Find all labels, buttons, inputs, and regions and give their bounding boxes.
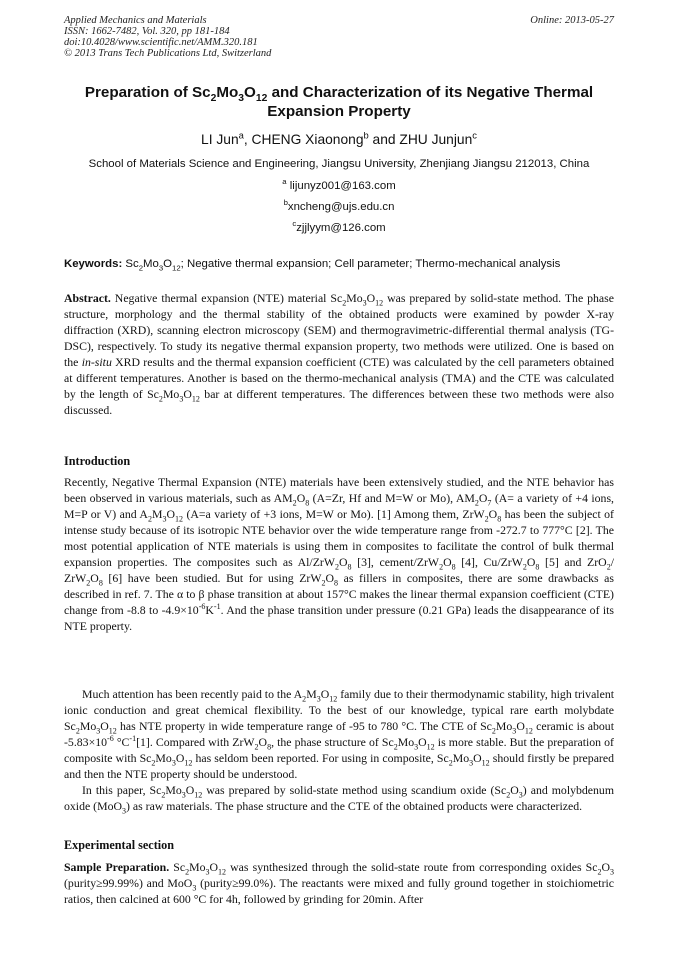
paper-title: Preparation of $Sc_2Mo_3O_{12}$ and Characterization of its Negative Thermal Expansion Property — [84, 84, 594, 120]
email-b[interactable]: $^b$xncheng@ujs.edu.cn — [283, 198, 395, 213]
intro-paragraph-1: Recently, Negative Thermal Expansion (NTE) materials have been extensively studied, and the NTE behavior has been observed in various materials, such as $AM_2O_8$ (A=Zr, Hf and M=W or Mo), $AM_2O_7$ (A= a variety of +4 ions, M=P or V) and $A_2M_3O_{12}$ (A=a variety of +3 ions, M=W or Mo). [1] Among them, $ZrW_2O_8$ has been the subject of intense study because of its isotropic NTE behavior over the wide temperature range from -272.7 to 777°C [2]. The most potential application of NTE materials is using them in composites to facilitate the control of bulk thermal expansion properties. The composites such as $Al/ZrW_2O_8$ [3], cement/$ZrW_2O_8$ [4], $Cu/ZrW_2O_8$ [5] and ZrO$_2$/ $ZrW_2O_8$ [6] have been studied. But for using $ZrW_2O_8$ as fillers in composites, there are some drawbacks as described in ref. 7. The α to β phase transition at about 157°C makes the linear thermal expansion coefficient (CTE) change from -8.8 to $-4.9\times 10^{-6}K^{-1}$. And the phase transition under pressure (0.21 GPa) leads the disappearance of its NTE property. — [64, 475, 615, 633]
intro-paragraph-3: In this paper, $Sc_2Mo_3O_{12}$ was prepared by solid-state method using scandium oxide $(Sc_2O_3)$ and molybdenum oxide (MoO$_3$) as raw materials. The phase structure and the CTE of the obtained products were characterized. — [64, 783, 615, 816]
experimental-heading: Experimental section — [64, 838, 175, 852]
issn-line: ISSN: 1662-7482, Vol. 320, pp 181-184 — [64, 26, 230, 37]
online-date: Online: 2013-05-27 — [530, 15, 614, 26]
doi-line: doi:10.4028/www.scientific.net/AMM.320.181 — [64, 37, 258, 48]
copyright-line: © 2013 Trans Tech Publications Ltd, Switzerland — [64, 48, 272, 59]
abstract-paragraph: Abstract. Negative thermal expansion (NTE) material $Sc_2Mo_3O_{12}$ was prepared by solid-state method. The phase structure, morphology and the thermal stability of the obtained products were examined by powder X-ray diffraction (XRD), scanning electron microscopy (SEM) and thermogravimetric-differential thermal analysis (TG-DSC), respectively. To study its negative thermal expansion property, two methods were utilized. One is based on the in-situ XRD results and the thermal expansion coefficient (CTE) was calculated by the cell parameters obtained at different temperatures. Another is based on the thermo-mechanical analysis (TMA) and the CTE was calculated by the length of $Sc_2Mo_3O_{12}$ bar at different temperatures. The differences between these two methods were also discussed. — [64, 291, 614, 417]
journal-name: Applied Mechanics and Materials — [64, 15, 207, 26]
sample-preparation-paragraph: Sample Preparation. $Sc_2Mo_3O_{12}$ was synthesized through the solid-state route from corresponding oxides $Sc_2O_3$ (purity≥99.99%) and MoO$_3$ (purity≥99.0%). The reactants were mixed and fully ground together in stoichiometric ratios, then calcined at 600 °C for 4h, followed by grinding for 20min. After — [64, 860, 615, 906]
author-list: LI Jun$^a$, CHENG Xiaonong$^b$ and ZHU Junjun$^c$ — [201, 130, 477, 147]
intro-heading: Introduction — [64, 454, 131, 468]
intro-paragraph-2: Much attention has been recently paid to the $A_2M_3O_{12}$ family due to their thermodynamic stability, high trivalent ionic conduction and great chemical flexibility. To the best of our knowledge, typical rare earth molybdate $Sc_2Mo_3O_{12}$ has NTE property in wide temperature range of -95 to 780 °C. The CTE of $Sc_2Mo_3O_{12}$ ceramic is about $-5.83\times 10^{-6}$ $^\circ C^{-1}[1]$. Compared with $ZrW_2O_8$, the phase structure of $Sc_2Mo_3O_{12}$ is more stable. But the preparation of composite with $Sc_2Mo_3O_{12}$ has seldom been reported. For using in composite, $Sc_2Mo_3O_{12}$ should firstly be prepared and then the NTE property should be understood. — [64, 687, 614, 781]
email-c[interactable]: $^c$zjjlyym@126.com — [292, 219, 386, 234]
email-a[interactable]: $^a$ lijunyz001@163.com — [282, 177, 396, 192]
running-header — [64, 15, 271, 59]
affiliation: School of Materials Science and Engineering, Jiangsu University, Zhenjiang Jiangsu 212013, China — [88, 158, 590, 170]
keywords-line: Keywords: $Sc_2Mo_3O_{12}$; Negative thermal expansion; Cell parameter; Thermo-mechanical analysis — [64, 258, 561, 273]
